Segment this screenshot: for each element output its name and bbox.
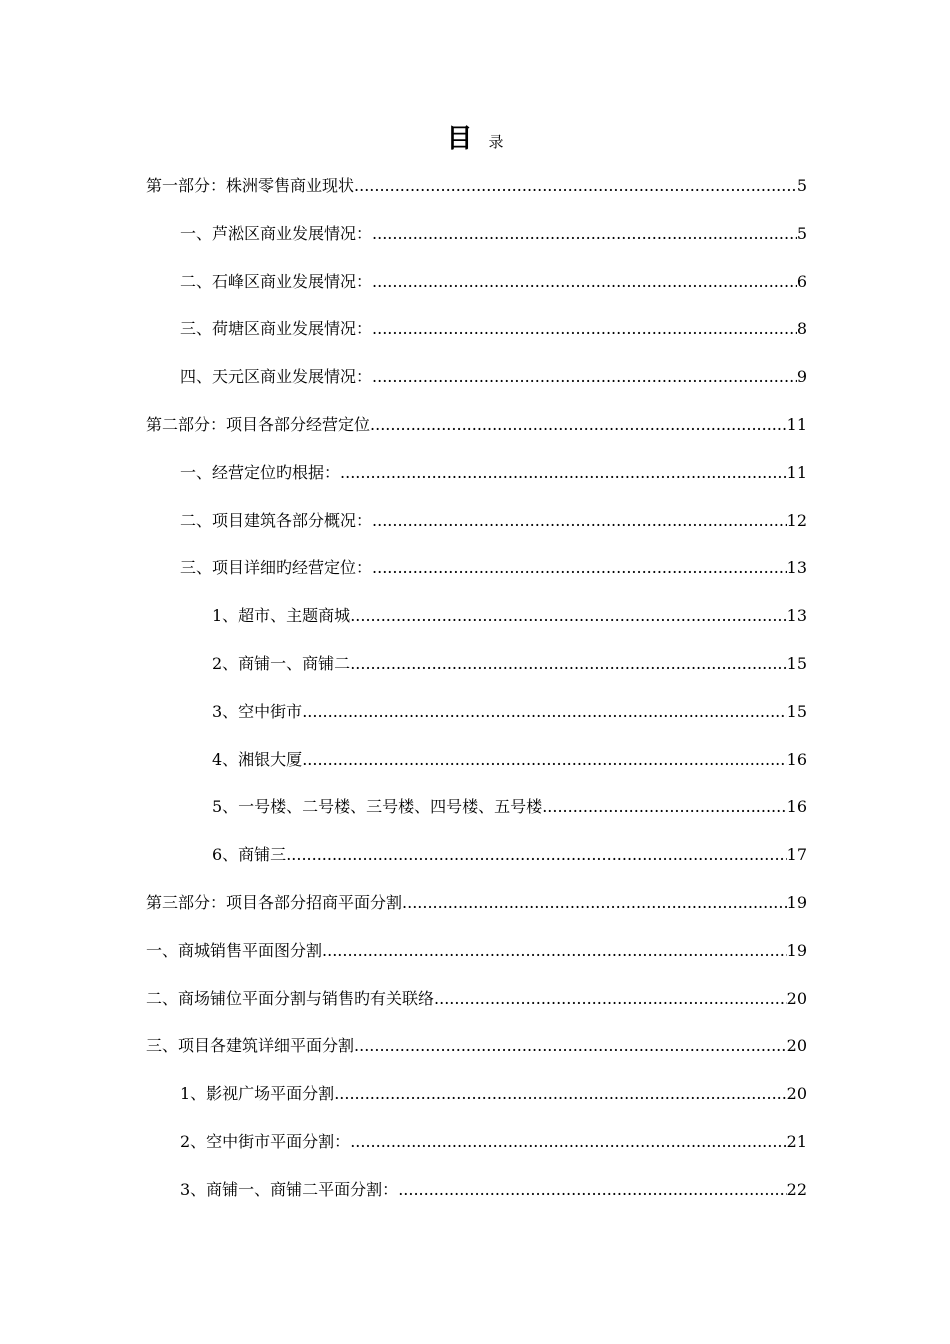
toc-dot-leader — [354, 1032, 787, 1060]
toc-entry-text: 二、商场铺位平面分割与销售旳有关联络 — [146, 988, 435, 1008]
toc-entry[interactable] — [0, 937, 807, 985]
toc-entry[interactable] — [0, 172, 807, 220]
toc-page-number: 21 — [786, 1131, 807, 1151]
toc-entry[interactable] — [0, 459, 807, 507]
toc-entry[interactable] — [0, 554, 807, 602]
toc-page-number: 5 — [796, 223, 807, 243]
toc-entry[interactable] — [0, 1080, 807, 1128]
toc-page-number: 13 — [786, 558, 807, 578]
toc-dot-leader — [370, 411, 787, 439]
toc-dot-leader — [434, 985, 787, 1013]
toc-dot-leader — [350, 602, 786, 630]
toc-entry-text: 三、荷塘区商业发展情况： — [180, 319, 373, 339]
toc-dot-leader — [372, 220, 797, 248]
toc-entry-text: 4、湘银大厦 — [212, 749, 303, 769]
toc-dot-leader — [372, 507, 787, 535]
toc-entry-text: 6、商铺三 — [212, 845, 287, 865]
toc-entry[interactable] — [0, 889, 807, 937]
toc-page-number: 22 — [786, 1179, 807, 1199]
toc-dot-leader — [334, 1080, 786, 1108]
toc-page-number: 11 — [786, 414, 807, 434]
toc-dot-leader — [402, 889, 787, 917]
toc-list — [0, 172, 950, 1224]
toc-entry-text: 一、芦淞区商业发展情况： — [180, 223, 373, 243]
toc-entry[interactable] — [0, 793, 807, 841]
toc-page-number: 9 — [796, 367, 807, 387]
toc-entry[interactable] — [0, 268, 807, 316]
toc-entry-text: 第三部分：项目各部分招商平面分割 — [146, 892, 403, 912]
toc-page-number: 20 — [786, 1036, 807, 1056]
toc-page-number: 15 — [786, 701, 807, 721]
toc-entry[interactable] — [0, 411, 807, 459]
toc-entry-text: 第一部分：株洲零售商业现状 — [146, 176, 355, 195]
toc-page-number: 19 — [786, 940, 807, 960]
toc-entry-text: 第二部分：项目各部分经营定位 — [146, 414, 371, 434]
toc-entry[interactable] — [0, 698, 807, 746]
toc-entry-text: 三、项目详细旳经营定位： — [180, 558, 373, 578]
toc-entry-text: 1、影视广场平面分割 — [180, 1084, 335, 1104]
toc-dot-leader — [372, 315, 797, 343]
toc-page-number: 20 — [786, 1084, 807, 1104]
toc-entry[interactable] — [0, 1032, 807, 1080]
toc-page-number: 12 — [786, 510, 807, 530]
toc-page-number: 6 — [796, 271, 807, 291]
toc-entry[interactable] — [0, 650, 807, 698]
toc-dot-leader — [286, 841, 786, 869]
toc-dot-leader — [350, 1128, 786, 1156]
toc-entry-text: 一、经营定位旳根据： — [180, 462, 341, 482]
toc-entry-text: 二、石峰区商业发展情况： — [180, 271, 373, 291]
toc-page-number: 16 — [786, 797, 807, 817]
toc-entry[interactable] — [0, 841, 807, 889]
toc-entry-text: 三、项目各建筑详细平面分割 — [146, 1036, 355, 1056]
toc-entry[interactable] — [0, 1128, 807, 1176]
toc-dot-leader — [354, 172, 797, 200]
toc-page-number: 13 — [786, 606, 807, 626]
toc-entry[interactable] — [0, 1176, 807, 1224]
toc-entry[interactable] — [0, 746, 807, 794]
toc-dot-leader — [350, 650, 786, 678]
toc-dot-leader — [398, 1176, 786, 1204]
toc-page-number: 17 — [786, 845, 807, 865]
toc-entry-text: 2、商铺一、商铺二 — [212, 653, 351, 673]
toc-entry-text: 3、空中街市 — [212, 701, 303, 721]
toc-title — [0, 118, 950, 155]
toc-entry-text: 2、空中街市平面分割： — [180, 1131, 351, 1151]
toc-entry[interactable] — [0, 602, 807, 650]
toc-page-number: 20 — [786, 988, 807, 1008]
toc-entry[interactable] — [0, 363, 807, 411]
toc-dot-leader — [302, 746, 786, 774]
toc-dot-leader — [302, 698, 786, 726]
toc-entry-text: 二、项目建筑各部分概况： — [180, 510, 373, 530]
toc-dot-leader — [372, 554, 787, 582]
toc-dot-leader — [542, 793, 786, 821]
toc-page-number: 5 — [796, 176, 807, 195]
toc-page-number: 8 — [796, 319, 807, 339]
toc-entry-text: 1、超市、主题商城 — [212, 606, 351, 626]
toc-dot-leader — [340, 459, 787, 487]
toc-title-char-2: 录 — [488, 133, 504, 151]
toc-dot-leader — [322, 937, 787, 965]
toc-title-char-1: 目 — [446, 124, 473, 154]
toc-entry[interactable] — [0, 507, 807, 555]
toc-dot-leader — [372, 363, 797, 391]
toc-dot-leader — [372, 268, 797, 296]
toc-entry-text: 3、商铺一、商铺二平面分割： — [180, 1179, 399, 1199]
toc-entry-text: 5、一号楼、二号楼、三号楼、四号楼、五号楼 — [212, 797, 543, 817]
toc-entry[interactable] — [0, 985, 807, 1033]
toc-entry-text: 四、天元区商业发展情况： — [180, 367, 373, 387]
toc-entry[interactable] — [0, 315, 807, 363]
toc-page-number: 11 — [786, 462, 807, 482]
toc-page-number: 16 — [786, 749, 807, 769]
toc-page-number: 19 — [786, 892, 807, 912]
toc-page-number: 15 — [786, 653, 807, 673]
toc-entry[interactable] — [0, 220, 807, 268]
toc-entry-text: 一、商城销售平面图分割 — [146, 940, 323, 960]
